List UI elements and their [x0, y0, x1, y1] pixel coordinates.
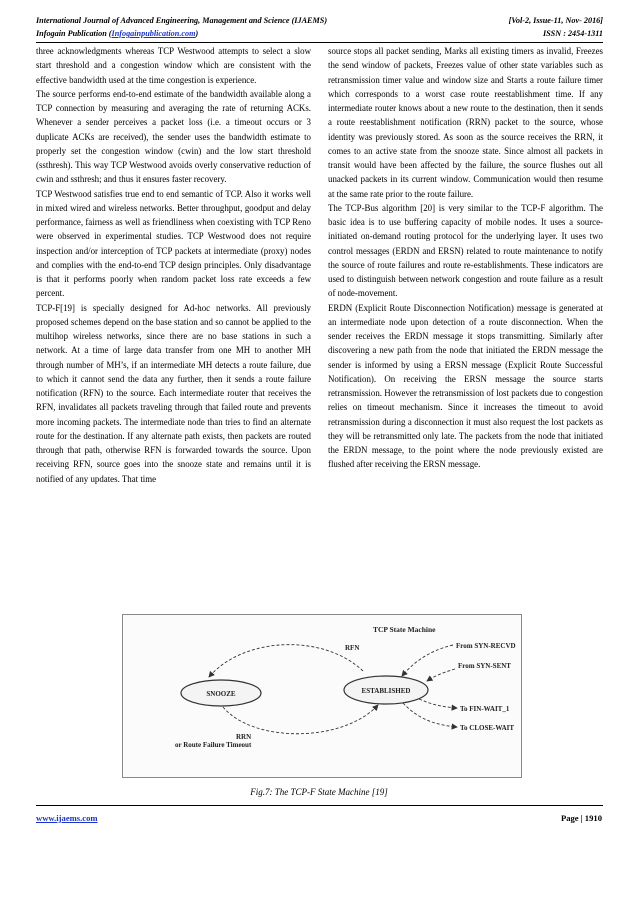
- established-label: ESTABLISHED: [361, 687, 411, 695]
- left-column: [36, 44, 311, 486]
- volume-issue: [Vol-2, Issue-11, Nov- 2016]: [508, 16, 603, 25]
- syn-recvd-arrow: [402, 645, 453, 676]
- right-column: [328, 44, 603, 472]
- publisher-prefix: Infogain Publication (: [36, 29, 112, 38]
- paragraph: The TCP-Bus algorithm [20] is very similar to the TCP-F algorithm. The basic idea is to use buffering capacity of mobile nodes. It uses a source-initiated on-demand routing protocol for the underlying layer. It uses two control messages (ERDN and ERSN) related to route maintenance to notify the source of route failures and route re-establishments. These indicators are used to distinguish between network congestion and route failure as a result of node-movement.: [328, 202, 603, 299]
- syn-recvd-label: From SYN-RECVD: [456, 642, 516, 650]
- running-header-bottom: [36, 29, 603, 38]
- rfn-arrow: [209, 645, 363, 677]
- syn-sent-label: From SYN-SENT: [458, 662, 511, 670]
- fin-wait-label: To FIN-WAIT_1: [460, 705, 510, 713]
- rrn-label: RRN: [236, 733, 252, 741]
- syn-sent-arrow: [427, 669, 455, 681]
- running-header-top: [36, 16, 603, 25]
- rrn-alt-label: or Route Failure Timeout: [175, 741, 252, 749]
- rfn-label: RFN: [345, 644, 360, 652]
- state-machine-diagram: [123, 615, 521, 777]
- journal-title: International Journal of Advanced Engineering, Management and Science (IJAEMS): [36, 16, 328, 25]
- header-rule: [36, 42, 603, 43]
- footer-url-link[interactable]: www.ijaems.com: [36, 813, 98, 823]
- rrn-arrow: [223, 705, 378, 734]
- diagram-title: TCP State Machine: [373, 625, 436, 634]
- paragraph: TCP Westwood satisfies true end to end semantic of TCP. Also it works well in mixed wired and wireless networks. Better throughput, goodput and delay performance, fairness as well as friendliness when coexisting with TCP Reno were observed in experimental studies. TCP Westwood does not require inspection and/or interception of TCP packets at intermediate (proxy) nodes and complies with the end-to-end TCP design principles. Only disadvantage is that it performs poorly when random packet loss rate exceeds a few percent.: [36, 188, 311, 299]
- fin-wait-arrow: [419, 699, 457, 708]
- tcp-f-state-machine-figure: [122, 614, 522, 778]
- page-number: Page | 1910: [560, 813, 602, 823]
- paragraph: source stops all packet sending, Marks all existing timers as invalid, Freezes the send window of packets, Freezes value of other state variables such as retransmission timer value and window size and Starts a route failure timer which corresponds to a worst case route reestablishment time. If any intermediate router knows about a new route to the destination, then it sends a route reestablishment notification (RRN) packet to the source, whose identity was previously stored. As soon as the source receives the RRN, it comes to an active state from the snooze state. Since almost all packets in transit would have been affected by the failure, the source flushes out all unacked packets in its current window. Communication would then resume at the same rate prior to the route failure.: [328, 46, 603, 199]
- footer-rule: [36, 805, 603, 806]
- paragraph: The source performs end-to-end estimate of the bandwidth available along a TCP connection by measuring and averaging the rate of returning ACKs. Whenever a sender perceives a packet loss (i.e. a timeout occurs or 3 duplicate ACKs are received), the sender uses the bandwidth estimate to properly set the congestion window (cwin) and the low start threshold (ssthresh). This way TCP Westwood avoids overly conservative reduction of cwin and ssthresh; and thus it ensures faster recovery.: [36, 88, 311, 185]
- paragraph: three acknowledgments whereas TCP Westwood attempts to select a slow start threshold and a congestion window which are consistent with the effective bandwidth used at the time congestion is experience.: [36, 46, 311, 85]
- paragraph: ERDN (Explicit Route Disconnection Notification) message is generated at an intermediate node upon detection of a route disconnection. When the sender receives the ERDN message it stops transmitting. Similarly after discovering a new path from the node that initiated the ERDN message the sender is informed by using a ERSN message (Explicit Route Successful Notification). On receiving the ERSN message the source starts retransmission. However the retransmission of lost packets due to congestion relies on timeout mechanism. Since it increases the timeout to avoid retransmission during a disconnection it must also request the lost packets as they will be retransmitted only late. The packets from the node that initiated the ERDN message, to the point where the node previously existed are flushed after receiving the ERSN message.: [328, 302, 603, 470]
- publisher-link[interactable]: Infogainpublication.com: [111, 29, 196, 38]
- close-wait-label: To CLOSE-WAIT: [460, 724, 515, 732]
- figure-caption: Fig.7: The TCP-F State Machine [19]: [250, 787, 388, 797]
- issn: ISSN : 2454-1311: [542, 29, 603, 38]
- close-wait-arrow: [403, 703, 457, 727]
- paragraph: TCP-F[19] is specially designed for Ad-hoc networks. All previously proposed schemes depend on the base station and so cannot be applied to the multihop wireless networks, since there are no base stations in such a network. At a time of large data transfer from one MH to another MH through number of MH’s, if an intermediate MH detects a route failure, due to which it cannot send the data any further, then it sends a route failure notification (RFN) to the source. Each intermediate router that receives the RFN, invalidates all packets traveling through that failed route and prevents more incoming packets. The intermediate node than tries to find an alternate route for the destination. If any alternate path exists, then packets are routed through that path, otherwise RFN is forwarded towards the source. Upon receiving RFN, source goes into the snooze state and remains until it is notified of any updates. That time: [36, 302, 311, 484]
- snooze-label: SNOOZE: [206, 690, 236, 698]
- publisher-suffix: ): [195, 29, 199, 38]
